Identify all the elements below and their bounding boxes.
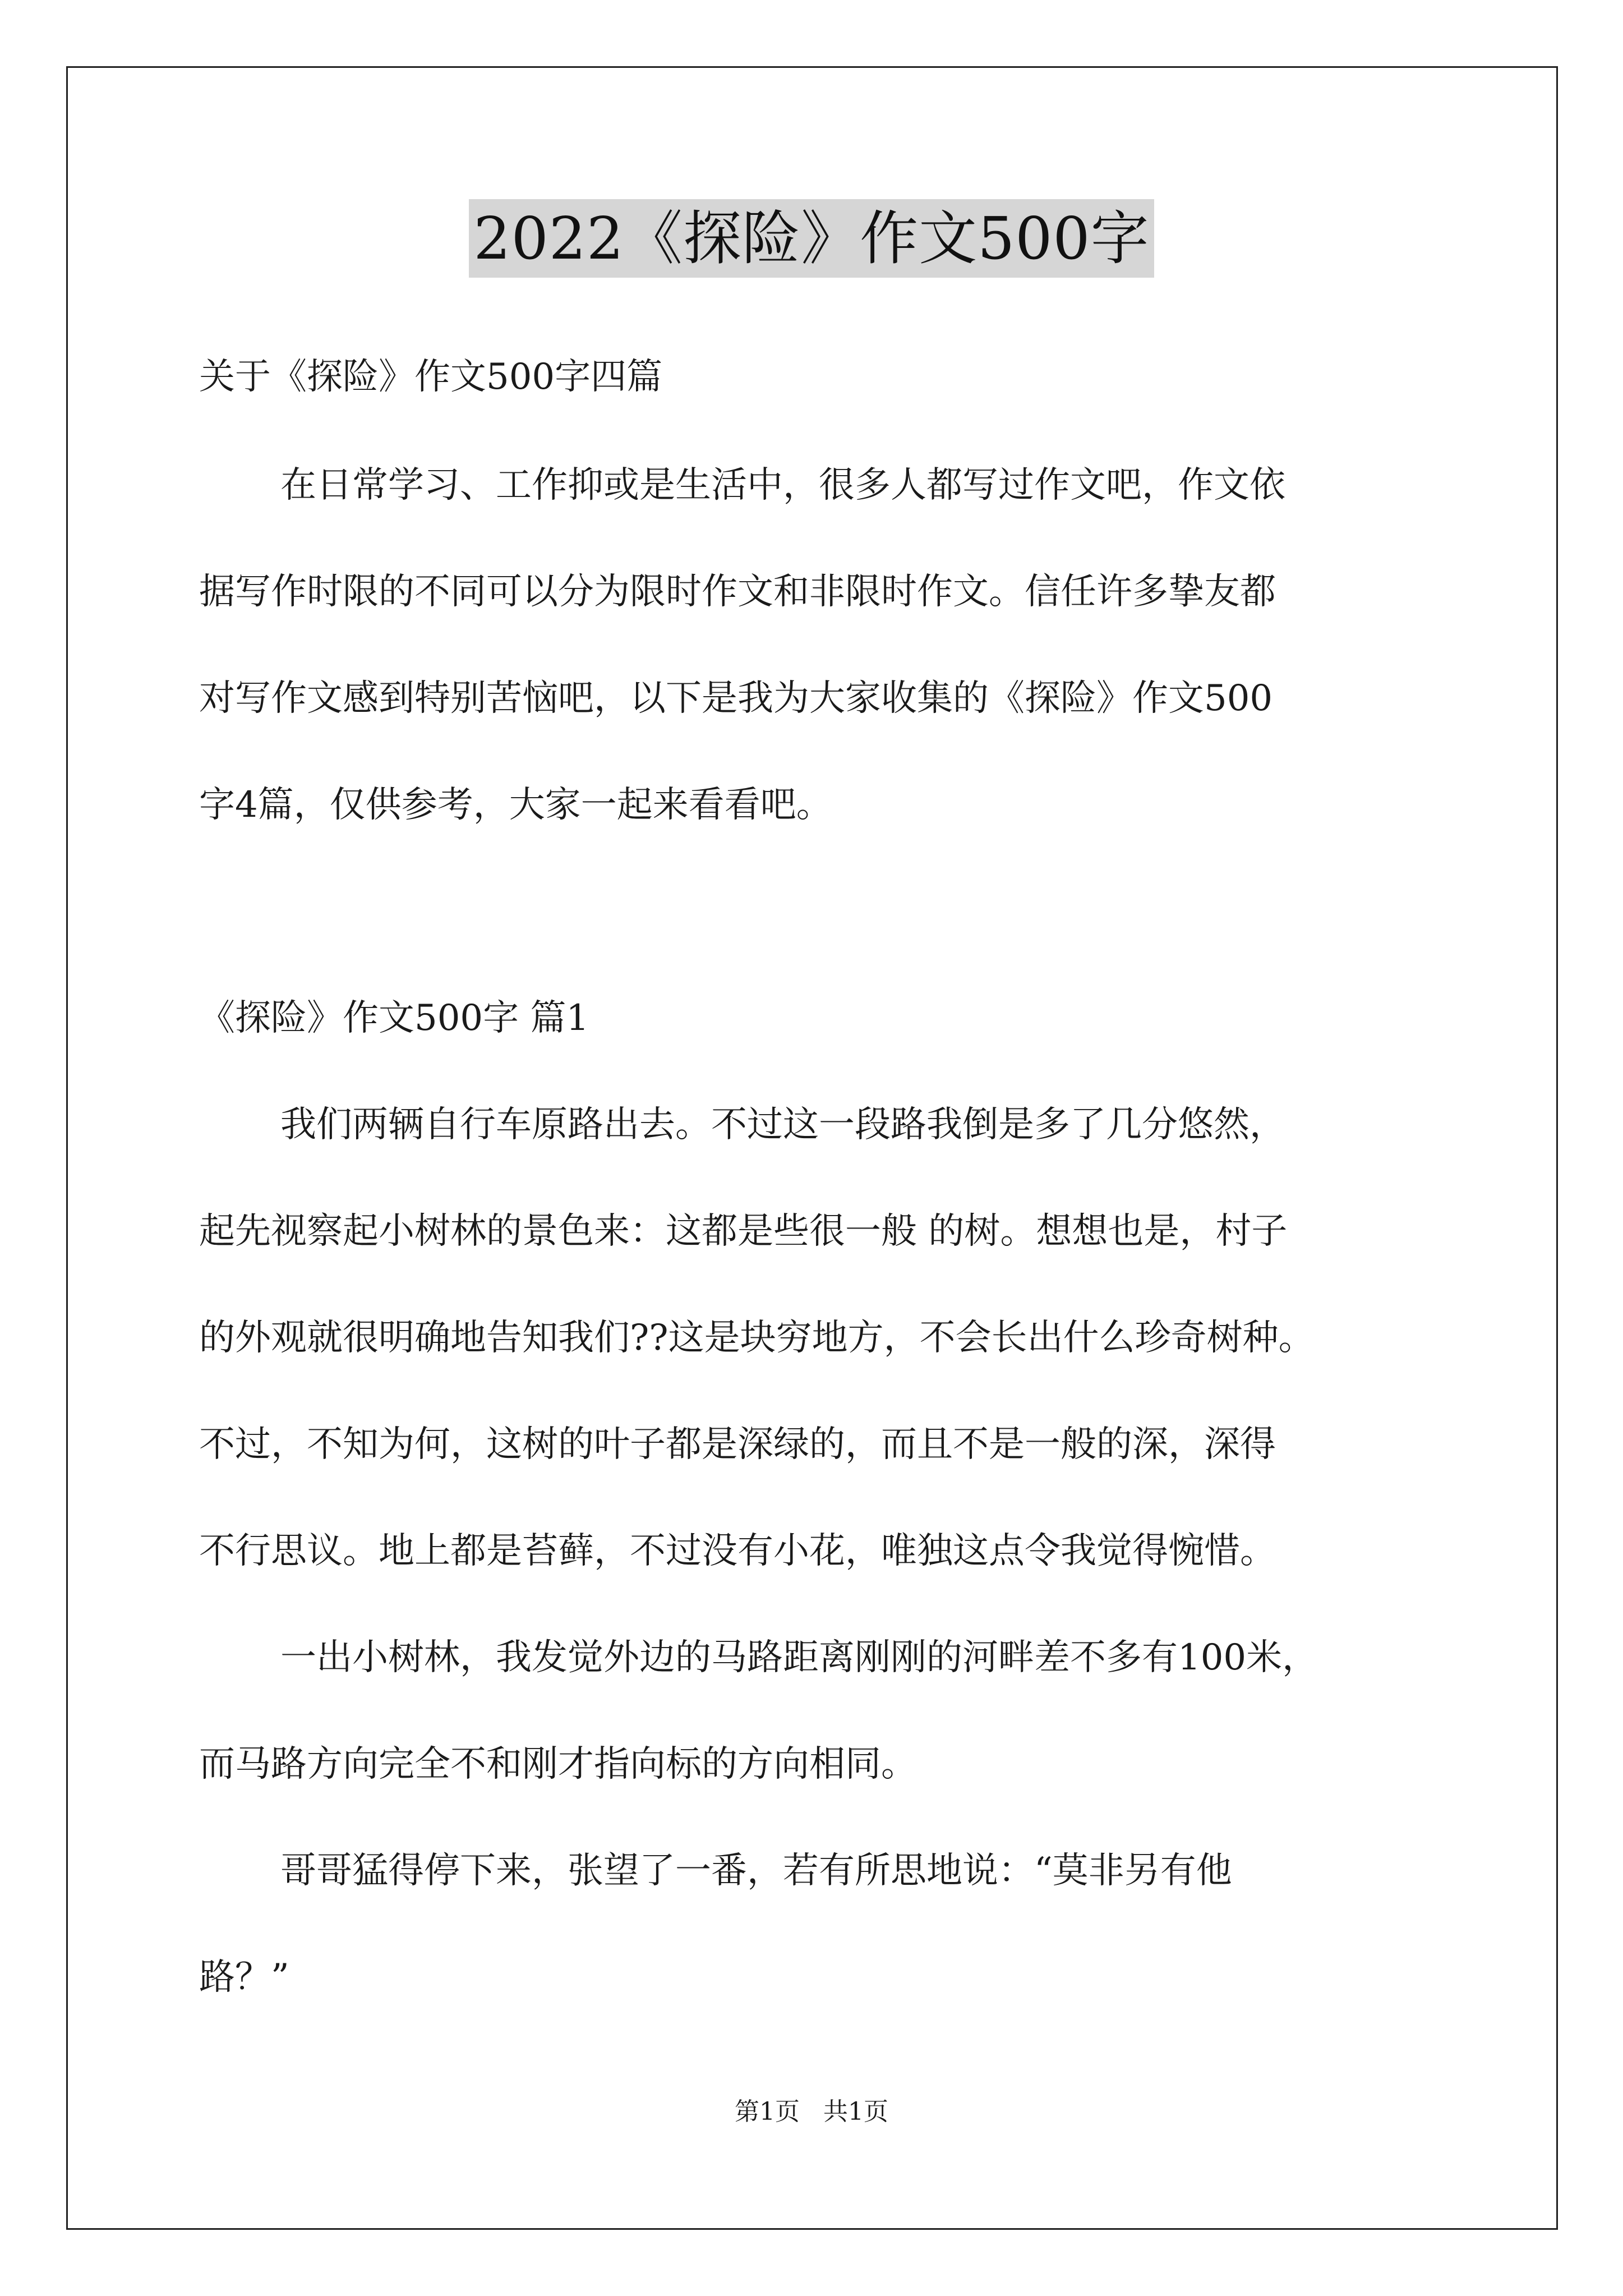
intro-line: 字4篇，仅供参考，大家一起来看看吧。: [199, 784, 832, 826]
paragraph-line: 不行思议。地上都是苔藓，不过没有小花，唯独这点令我觉得惋惜。: [199, 1530, 1276, 1572]
paragraph-line: 的外观就很明确地告知我们??这是块穷地方，不会长出什么珍奇树种。: [199, 1317, 1315, 1359]
paragraph-line: 哥哥猛得停下来，张望了一番，若有所思地说：“莫非另有他: [280, 1850, 1232, 1892]
intro-line: 在日常学习、工作抑或是生活中，很多人都写过作文吧，作文依: [280, 464, 1285, 506]
paragraph-line: 不过，不知为何，这树的叶子都是深绿的，而且不是一般的深，深得: [199, 1424, 1276, 1465]
paragraph-line: 一出小树林，我发觉外边的马路距离刚刚的河畔差不多有100米，: [280, 1637, 1318, 1678]
page-footer: 第1页 共1页: [735, 2097, 888, 2126]
title-container: [0, 199, 1623, 278]
document-subtitle: 关于《探险》作文500字四篇: [199, 356, 663, 398]
paragraph-line: 起先视察起小树林的景色来：这都是些很一般 的树。想想也是，村子: [199, 1211, 1288, 1252]
paragraph-line: 我们两辆自行车原路出去。不过这一段路我倒是多了几分悠然，: [280, 1104, 1285, 1145]
intro-line: 对写作文感到特别苦恼吧，以下是我为大家收集的《探险》作文500: [199, 678, 1273, 719]
intro-line: 据写作时限的不同可以分为限时作文和非限时作文。信任许多挚友都: [199, 571, 1276, 613]
paragraph-line: 路？”: [199, 1957, 289, 1998]
section-heading: 《探险》作文500字 篇1: [199, 997, 589, 1039]
document-title: 2022《探险》作文500字: [469, 199, 1154, 278]
paragraph-line: 而马路方向完全不和刚才指向标的方向相同。: [199, 1743, 917, 1785]
